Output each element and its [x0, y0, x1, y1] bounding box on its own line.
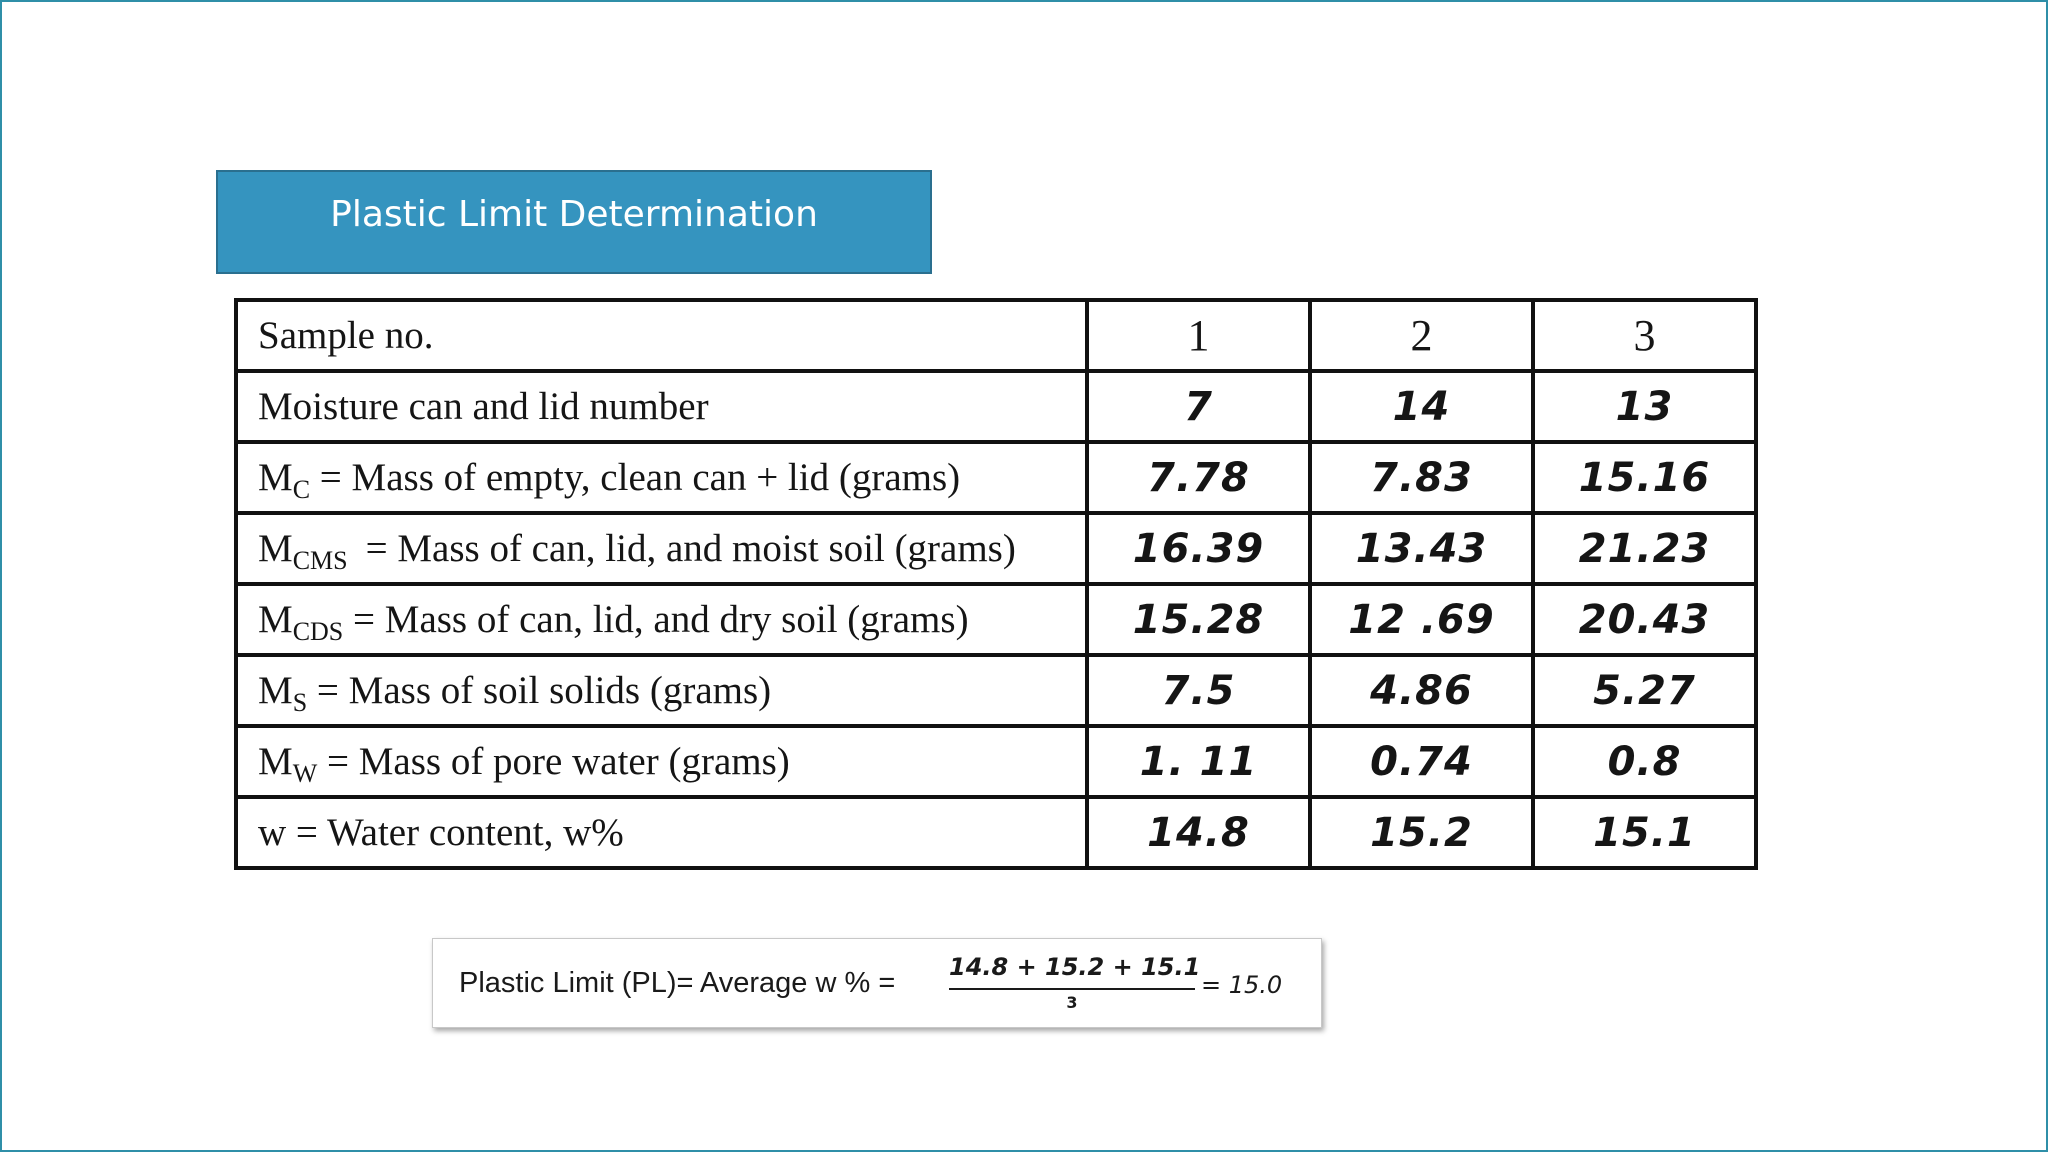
row-description: = Mass of can, lid, and dry soil (grams) — [353, 598, 969, 641]
table-row — [236, 442, 1756, 513]
cell-value: 7.83 — [1310, 442, 1533, 513]
cell-value: 7.5 — [1087, 655, 1310, 726]
row-label — [236, 513, 1087, 584]
row-subscript: CDS — [292, 617, 344, 646]
header-sample-3: 3 — [1533, 300, 1756, 371]
row-label: w = Water content, w% — [236, 797, 1087, 868]
formula-fraction — [949, 953, 1201, 1017]
plastic-limit-formula — [432, 938, 1322, 1028]
row-description: = Mass of empty, clean can + lid (grams) — [319, 456, 961, 499]
row-subscript: S — [292, 688, 308, 717]
table-row — [236, 371, 1756, 442]
formula-result: = 15.0 — [1201, 971, 1283, 999]
title-banner — [216, 170, 932, 274]
row-symbol: M — [258, 740, 293, 783]
table-row — [236, 726, 1756, 797]
cell-value: 0.8 — [1533, 726, 1756, 797]
row-symbol: M — [258, 456, 293, 499]
row-description: = Mass of soil solids (grams) — [316, 669, 772, 712]
cell-value: 15.28 — [1087, 584, 1310, 655]
cell-value: 14.8 — [1087, 797, 1310, 868]
header-sample-2: 2 — [1310, 300, 1533, 371]
fraction-bar — [949, 988, 1195, 990]
row-symbol: M — [258, 527, 293, 570]
cell-value: 12 .69 — [1310, 584, 1533, 655]
row-symbol: M — [258, 598, 293, 641]
cell-value: 15.2 — [1310, 797, 1533, 868]
row-label: Moisture can and lid number — [236, 371, 1087, 442]
row-subscript: CMS — [292, 546, 348, 575]
cell-value: 4.86 — [1310, 655, 1533, 726]
cell-value: 0.74 — [1310, 726, 1533, 797]
row-subscript: W — [292, 759, 318, 788]
cell-value: 14 — [1310, 371, 1533, 442]
cell-value: 15.1 — [1533, 797, 1756, 868]
row-symbol: M — [258, 669, 293, 712]
row-label — [236, 655, 1087, 726]
cell-value: 13 — [1533, 371, 1756, 442]
cell-value: 20.43 — [1533, 584, 1756, 655]
row-description: = Mass of pore water (grams) — [326, 740, 790, 783]
header-sample-1: 1 — [1087, 300, 1310, 371]
table-row — [236, 797, 1756, 868]
cell-value: 7 — [1087, 371, 1310, 442]
cell-value: 15.16 — [1533, 442, 1756, 513]
row-label — [236, 726, 1087, 797]
table-row — [236, 513, 1756, 584]
cell-value: 13.43 — [1310, 513, 1533, 584]
plastic-limit-table — [234, 298, 1758, 870]
cell-value: 21.23 — [1533, 513, 1756, 584]
formula-lhs: Plastic Limit (PL)= Average w % = — [459, 967, 896, 999]
slide-title: Plastic Limit Determination — [330, 194, 818, 235]
table-header-row — [236, 300, 1756, 371]
cell-value: 7.78 — [1087, 442, 1310, 513]
row-description: = Mass of can, lid, and moist soil (grams) — [365, 527, 1016, 570]
cell-value: 16.39 — [1087, 513, 1310, 584]
table-row — [236, 655, 1756, 726]
row-label — [236, 442, 1087, 513]
cell-value: 1. 11 — [1087, 726, 1310, 797]
table-row — [236, 584, 1756, 655]
formula-numerator: 14.8 + 15.2 + 15.1 — [949, 953, 1201, 981]
formula-denominator: 3 — [1066, 993, 1078, 1012]
row-subscript: C — [292, 475, 311, 504]
header-label: Sample no. — [236, 300, 1087, 371]
cell-value: 5.27 — [1533, 655, 1756, 726]
row-label — [236, 584, 1087, 655]
